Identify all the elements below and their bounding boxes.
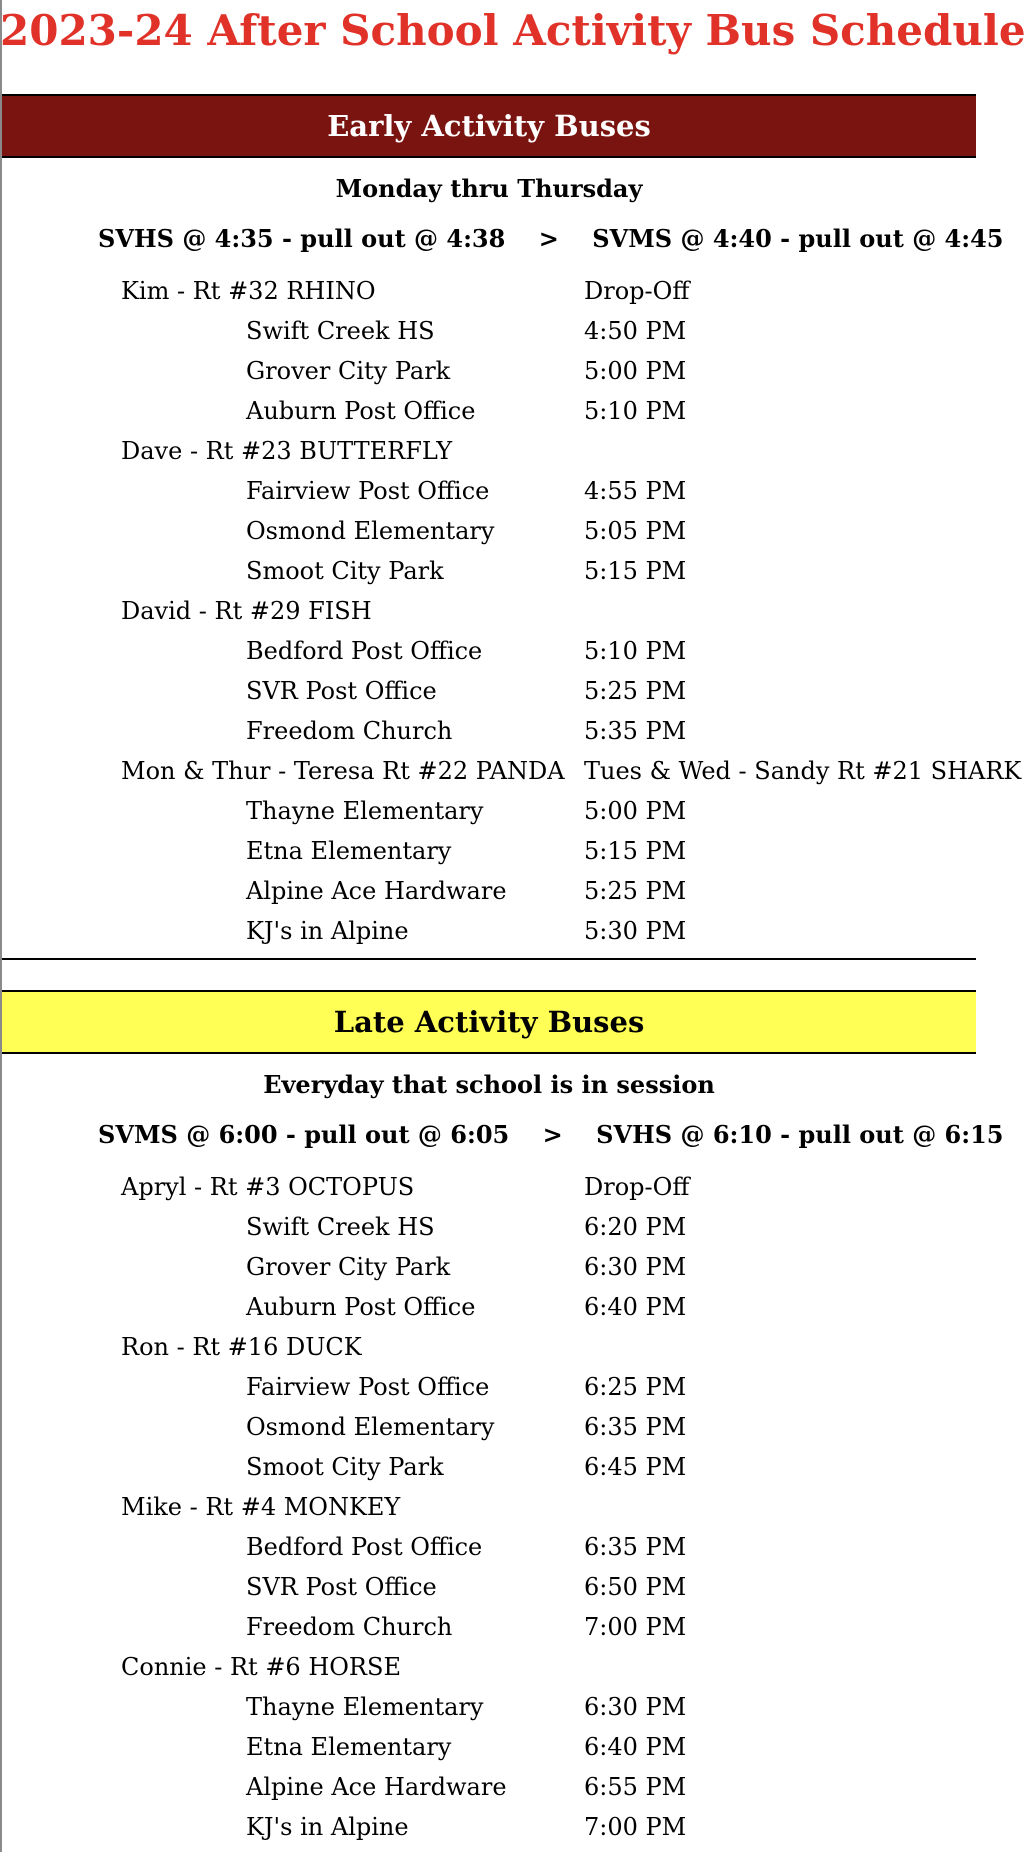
stop-place: Osmond Elementary bbox=[246, 517, 495, 545]
stop-row bbox=[2, 1252, 976, 1292]
route-name: David - Rt #29 FISH bbox=[121, 597, 372, 625]
stop-row bbox=[2, 1452, 976, 1492]
stop-place: Freedom Church bbox=[246, 1613, 453, 1641]
stop-row bbox=[2, 636, 976, 676]
stop-row bbox=[2, 356, 976, 396]
stop-time: 5:10 PM bbox=[584, 637, 687, 665]
stop-row bbox=[2, 796, 976, 836]
stop-row bbox=[2, 1732, 976, 1772]
stop-time: 5:25 PM bbox=[584, 877, 687, 905]
stop-place: SVR Post Office bbox=[246, 1573, 437, 1601]
early-activity-section bbox=[2, 94, 1022, 960]
stop-row bbox=[2, 1572, 976, 1612]
stop-row bbox=[2, 1612, 976, 1652]
stop-time: 5:15 PM bbox=[584, 557, 687, 585]
stop-row bbox=[2, 876, 976, 916]
early-days: Monday thru Thursday bbox=[335, 174, 643, 203]
route-row bbox=[2, 1652, 976, 1692]
stop-place: Fairview Post Office bbox=[246, 477, 490, 505]
stop-time: 5:05 PM bbox=[584, 517, 687, 545]
route-right-label: Drop-Off bbox=[584, 1173, 690, 1201]
early-section-heading: Early Activity Buses bbox=[2, 94, 976, 158]
stop-time: 6:45 PM bbox=[584, 1453, 687, 1481]
stop-time: 6:35 PM bbox=[584, 1413, 687, 1441]
stop-time: 7:00 PM bbox=[584, 1813, 687, 1841]
page-title: 2023-24 After School Activity Bus Schedule bbox=[0, 6, 1026, 55]
stop-row bbox=[2, 836, 976, 876]
late-pickup-times: SVMS @ 6:00 - pull out @ 6:05 > SVHS @ 6:10 - pull out @ 6:15 bbox=[98, 1120, 1004, 1149]
stop-time: 6:50 PM bbox=[584, 1573, 687, 1601]
stop-place: Alpine Ace Hardware bbox=[246, 1773, 507, 1801]
late-activity-section bbox=[2, 990, 1004, 1852]
stop-place: Swift Creek HS bbox=[246, 1213, 435, 1241]
stop-place: Freedom Church bbox=[246, 717, 453, 745]
stop-place: Swift Creek HS bbox=[246, 317, 435, 345]
route-row bbox=[2, 1332, 976, 1372]
route-name: Ron - Rt #16 DUCK bbox=[121, 1333, 362, 1361]
stop-place: Fairview Post Office bbox=[246, 1373, 490, 1401]
stop-place: Thayne Elementary bbox=[246, 797, 484, 825]
stop-time: 6:30 PM bbox=[584, 1253, 687, 1281]
stop-time: 5:35 PM bbox=[584, 717, 687, 745]
early-pickup-times: SVHS @ 4:35 - pull out @ 4:38 > SVMS @ 4:40 - pull out @ 4:45 bbox=[98, 224, 1004, 253]
stop-time: 5:00 PM bbox=[584, 797, 687, 825]
stop-time: 7:00 PM bbox=[584, 1613, 687, 1641]
route-row bbox=[2, 276, 976, 316]
stop-row bbox=[2, 556, 976, 596]
stop-place: Thayne Elementary bbox=[246, 1693, 484, 1721]
route-name: Dave - Rt #23 BUTTERFLY bbox=[121, 437, 453, 465]
route-row bbox=[2, 596, 976, 636]
late-section-heading: Late Activity Buses bbox=[2, 990, 976, 1054]
stop-row bbox=[2, 676, 976, 716]
stop-time: 6:40 PM bbox=[584, 1733, 687, 1761]
stop-time: 6:30 PM bbox=[584, 1693, 687, 1721]
stop-place: Etna Elementary bbox=[246, 1733, 452, 1761]
stop-row bbox=[2, 1812, 976, 1852]
stop-row bbox=[2, 396, 976, 436]
stop-place: Bedford Post Office bbox=[246, 637, 483, 665]
stop-time: 4:50 PM bbox=[584, 317, 687, 345]
stop-row bbox=[2, 1412, 976, 1452]
stop-row bbox=[2, 316, 976, 356]
route-row bbox=[2, 1172, 976, 1212]
route-right-label: Tues & Wed - Sandy Rt #21 SHARK bbox=[584, 757, 1022, 785]
route-row bbox=[2, 436, 976, 476]
route-name: Apryl - Rt #3 OCTOPUS bbox=[121, 1173, 415, 1201]
stop-time: 5:25 PM bbox=[584, 677, 687, 705]
stop-time: 6:35 PM bbox=[584, 1533, 687, 1561]
stop-row bbox=[2, 716, 976, 756]
stop-place: Etna Elementary bbox=[246, 837, 452, 865]
stop-row bbox=[2, 1772, 976, 1812]
route-row bbox=[2, 1492, 976, 1532]
route-name: Mike - Rt #4 MONKEY bbox=[121, 1493, 401, 1521]
stop-time: 6:20 PM bbox=[584, 1213, 687, 1241]
stop-time: 6:40 PM bbox=[584, 1293, 687, 1321]
late-days: Everyday that school is in session bbox=[263, 1070, 715, 1099]
stop-place: Smoot City Park bbox=[246, 557, 444, 585]
stop-row bbox=[2, 476, 976, 516]
stop-time: 5:10 PM bbox=[584, 397, 687, 425]
route-name: Kim - Rt #32 RHINO bbox=[121, 277, 376, 305]
stop-place: KJ's in Alpine bbox=[246, 917, 409, 945]
stop-place: Bedford Post Office bbox=[246, 1533, 483, 1561]
stop-place: KJ's in Alpine bbox=[246, 1813, 409, 1841]
stop-time: 5:00 PM bbox=[584, 357, 687, 385]
stop-row bbox=[2, 1532, 976, 1572]
stop-row bbox=[2, 916, 976, 956]
stop-place: Alpine Ace Hardware bbox=[246, 877, 507, 905]
stop-place: Smoot City Park bbox=[246, 1453, 444, 1481]
stop-row bbox=[2, 516, 976, 556]
stop-time: 4:55 PM bbox=[584, 477, 687, 505]
stop-place: SVR Post Office bbox=[246, 677, 437, 705]
stop-place: Osmond Elementary bbox=[246, 1413, 495, 1441]
stop-place: Grover City Park bbox=[246, 357, 451, 385]
route-row bbox=[2, 756, 1022, 796]
stop-row bbox=[2, 1692, 976, 1732]
stop-row bbox=[2, 1372, 976, 1412]
route-name: Connie - Rt #6 HORSE bbox=[121, 1653, 401, 1681]
stop-time: 5:15 PM bbox=[584, 837, 687, 865]
late-route-list bbox=[2, 1172, 976, 1852]
early-route-list bbox=[2, 276, 1022, 956]
stop-time: 6:55 PM bbox=[584, 1773, 687, 1801]
stop-place: Auburn Post Office bbox=[246, 1293, 476, 1321]
stop-time: 5:30 PM bbox=[584, 917, 687, 945]
route-name: Mon & Thur - Teresa Rt #22 PANDA bbox=[121, 757, 565, 785]
stop-time: 6:25 PM bbox=[584, 1373, 687, 1401]
stop-row bbox=[2, 1292, 976, 1332]
stop-place: Grover City Park bbox=[246, 1253, 451, 1281]
stop-row bbox=[2, 1212, 976, 1252]
stop-place: Auburn Post Office bbox=[246, 397, 476, 425]
route-right-label: Drop-Off bbox=[584, 277, 690, 305]
